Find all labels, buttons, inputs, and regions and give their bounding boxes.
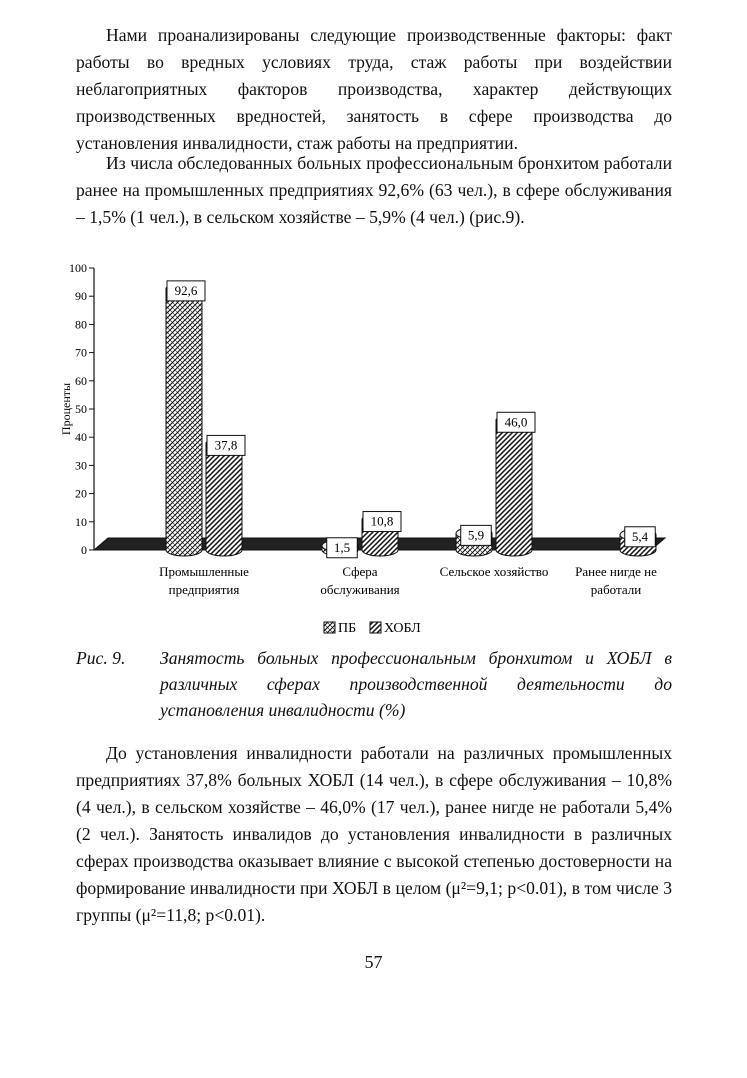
- caption-label: Рис. 9.: [76, 648, 126, 668]
- bar-chart-svg: [60, 250, 700, 640]
- page-number: 57: [364, 952, 383, 972]
- data-label-text: 46,0: [504, 414, 528, 430]
- paragraph-2: [76, 150, 672, 231]
- category-label-0: предприятия: [168, 582, 240, 597]
- y-tick-label: 10: [75, 514, 87, 529]
- data-label-ПБ-0: [167, 281, 205, 301]
- paragraph-1-text: Нами проанализированы следующие производственные факторы: факт работы во вредных условиях труда, стаж работы при воздействии неблагоприятных факторов производства, характер действующих производственных вредностей, занятость в сфере производства до установления инвалидности, стаж работы на предприятии.: [76, 25, 672, 153]
- data-label-text: 92,6: [174, 282, 198, 298]
- data-label-ПБ-2: [461, 525, 492, 545]
- legend-swatch-ПБ: [324, 622, 335, 633]
- figure-9-chart: [60, 250, 700, 640]
- legend-label-ХОБЛ: ХОБЛ: [384, 621, 421, 636]
- bar-ХОБЛ-2: [496, 414, 532, 556]
- y-tick-label: 80: [75, 317, 87, 332]
- data-label-ХОБЛ-1: [363, 512, 401, 532]
- data-label-ПБ-1: [327, 538, 358, 558]
- y-axis-label: Проценты: [60, 382, 73, 436]
- bar-body: [206, 443, 242, 556]
- legend-label-ПБ: ПБ: [338, 621, 357, 636]
- data-label-text: 10,8: [370, 513, 394, 529]
- data-label-text: 37,8: [214, 437, 238, 453]
- paragraph-2-text: Из числа обследованных больных профессиональным бронхитом работали ранее на промышленных предприятиях 92,6% (63 чел.), в сфере обслуживания – 1,5% (1 чел.), в сельском хозяйстве – 5,9% (4 чел.) (рис.9).: [76, 153, 672, 227]
- bar-ПБ-0: [166, 283, 202, 556]
- category-label-0: Промышленные: [159, 564, 249, 579]
- data-label-ХОБЛ-3: [625, 527, 656, 547]
- y-tick-label: 20: [75, 486, 87, 501]
- y-tick-label: 60: [75, 373, 87, 388]
- data-label-ХОБЛ-0: [207, 435, 245, 455]
- y-tick-label: 90: [75, 289, 87, 304]
- category-label-3: работали: [590, 582, 642, 597]
- y-tick-label: 0: [81, 543, 87, 557]
- y-tick-label: 70: [75, 345, 87, 360]
- data-label-text: 5,9: [467, 527, 485, 543]
- category-label-2: Сельское хозяйство: [439, 564, 549, 579]
- category-label-1: обслуживания: [320, 582, 400, 597]
- data-label-text: 1,5: [333, 539, 351, 555]
- data-label-ХОБЛ-2: [497, 412, 535, 432]
- category-label-3: Ранее нигде не: [575, 564, 657, 579]
- data-label-text: 5,4: [631, 528, 649, 544]
- y-tick-label: 100: [69, 261, 87, 275]
- y-tick-label: 40: [75, 430, 87, 445]
- category-label-1: Сфера: [342, 564, 378, 579]
- paragraph-3: [76, 740, 672, 929]
- caption-text: Занятость больных профессиональным бронхитом и ХОБЛ в различных сферах производственной деятельности до установления инвалидности (%): [160, 648, 672, 720]
- y-tick-label: 50: [75, 402, 87, 416]
- legend-swatch-ХОБЛ: [370, 622, 381, 633]
- paragraph-3-text: До установления инвалидности работали на различных промышленных предприятиях 37,8% больных ХОБЛ (14 чел.), в сфере обслуживания – 10,8% (4 чел.), в сельском хозяйстве – 46,0% (17 чел.), ранее нигде не работали 5,4% (2 чел.). Занятость инвалидов до установления инвалидности в различных сферах производства оказывает влияние с высокой степенью достоверности на формирование инвалидности при ХОБЛ в целом (μ²=9,1; p<0.01), в том числе 3 группы (μ²=11,8; p<0.01).: [76, 743, 672, 925]
- y-tick-label: 30: [75, 458, 87, 473]
- bar-body: [496, 420, 532, 556]
- paragraph-1: [76, 22, 672, 157]
- bar-body: [166, 289, 202, 556]
